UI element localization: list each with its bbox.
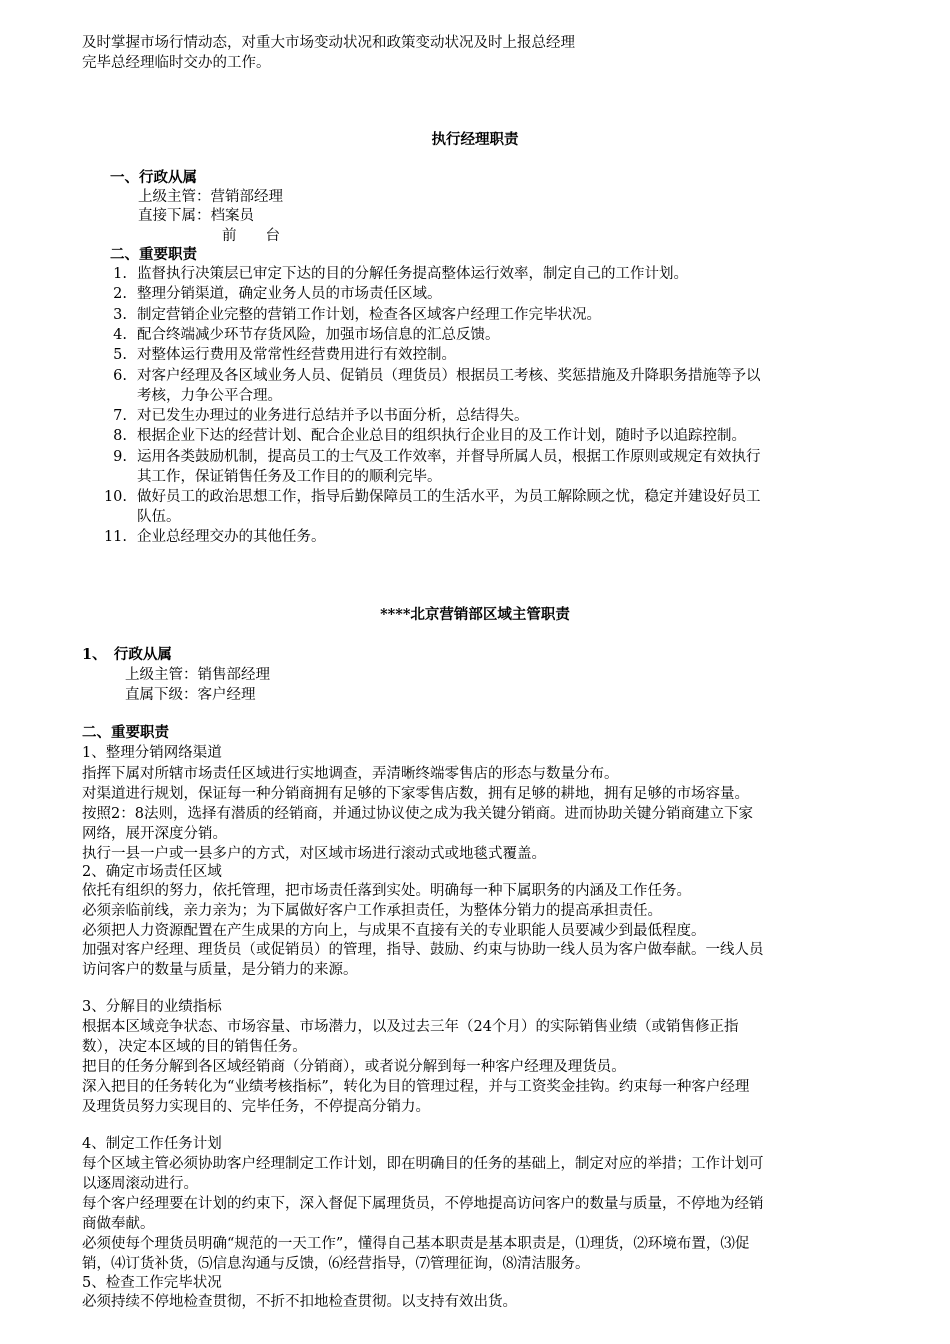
- text-line: 根据本区域竞争状态、市场容量、市场潜力，以及过去三年（24个月）的实际销售业绩（或销售修正指: [82, 1019, 739, 1035]
- text-line: 执行一县一户或一县多户的方式，对区域市场进行滚动式或地毯式覆盖。: [82, 846, 546, 862]
- section-heading: 一、行政从属: [110, 169, 197, 186]
- text-line: 指挥下属对所辖市场责任区域进行实地调查，弄清晰终端零售店的形态与数量分布。: [82, 766, 619, 782]
- subordinate-line: 直接下属：档案员: [138, 208, 254, 224]
- text-line: 依托有组织的努力，依托管理，把市场责任落到实处。明确每一种下属职务的内涵及工作任务。: [82, 883, 691, 899]
- list-item: 9. 运用各类鼓励机制，提高员工的士气及工作效率，并督导所属人员，根据工作原则或规定有效执行: [113, 449, 761, 465]
- list-item: 8. 根据企业下达的经营计划、配合企业总目的组织执行企业目的及工作计划，随时予以追踪控制。: [113, 428, 746, 444]
- text-line: 及理货员努力实现目的、完毕任务，不停提高分销力。: [82, 1099, 430, 1115]
- text-line: 按照2：8法则，选择有潜质的经销商，并通过协议使之成为我关键分销商。进而协助关键分销商建立下家: [82, 806, 753, 822]
- text-line: 对渠道进行规划，保证每一种分销商拥有足够的下家零售店数，拥有足够的耕地，拥有足够的市场容量。: [82, 786, 749, 802]
- section-title: 执行经理职责: [431, 131, 519, 148]
- text-line: 深入把目的任务转化为“业绩考核指标”，转化为目的管理过程，并与工资奖金挂钩。约束每一种客户经理: [82, 1079, 750, 1095]
- list-item: 3. 制定营销企业完整的营销工作计划，检查各区域客户经理工作完毕状况。: [113, 307, 601, 323]
- list-item: 1. 监督执行决策层已审定下达的目的分解任务提高整体运行效率，制定自己的工作计划。: [113, 266, 688, 282]
- text-line: 每个区域主管必须协助客户经理制定工作计划，即在明确目的任务的基础上，制定对应的举措；工作计划可: [82, 1156, 764, 1172]
- text-line: 必须持续不停地检查贯彻，不折不扣地检查贯彻。以支持有效出货。: [82, 1294, 517, 1310]
- text-line: 把目的任务分解到各区域经销商（分销商），或者说分解到每一种客户经理及理货员。: [82, 1059, 626, 1075]
- sub-heading: 4、制定工作任务计划: [82, 1136, 222, 1152]
- list-item: 2. 整理分销渠道，确定业务人员的市场责任区域。: [113, 286, 442, 302]
- list-item: 7. 对已发生办理过的业务进行总结并予以书面分析，总结得失。: [113, 408, 529, 424]
- text-line: 数），决定本区域的目的销售任务。: [82, 1039, 307, 1055]
- list-item-continuation: 其工作，保证销售任务及工作目的的顺利完毕。: [137, 469, 442, 485]
- list-item: 6. 对客户经理及各区域业务人员、促销员（理货员）根据员工考核、奖惩措施及升降职务措施等予以: [113, 368, 761, 384]
- list-item-continuation: 队伍。: [137, 509, 181, 525]
- text-line: 必须把人力资源配置在产生成果的方向上，与成果不直接有关的专业职能人员要减少到最低程度。: [82, 923, 706, 939]
- section-heading: 二、重要职责: [110, 246, 197, 263]
- subordinate-line: 直属下级：客户经理: [125, 687, 256, 703]
- list-item-continuation: 考核，力争公平合理。: [137, 388, 282, 404]
- text-line: 销，⑷订货补货，⑸信息沟通与反馈，⑹经营指导，⑺管理征询，⑻清洁服务。: [82, 1256, 590, 1272]
- section-heading: 二、重要职责: [82, 724, 169, 741]
- subordinate-line: 前 台: [222, 228, 280, 244]
- text-line: 加强对客户经理、理货员（或促销员）的管理，指导、鼓励、约束与协助一线人员为客户做奉献。一线人员: [82, 942, 764, 958]
- text-line: 必须使每个理货员明确“规范的一天工作”，懂得自己基本职责是基本职责是，⑴理货，⑵环境布置，⑶促: [82, 1236, 750, 1252]
- text-line: 访问客户的数量与质量，是分销力的来源。: [82, 962, 358, 978]
- list-item: 5. 对整体运行费用及常常性经营费用进行有效控制。: [113, 347, 456, 363]
- list-item: 10. 做好员工的政治思想工作，指导后勤保障员工的生活水平，为员工解除顾之忧，稳定并建设好员工: [103, 489, 761, 505]
- section-title: ****北京营销部区域主管职责: [380, 606, 570, 623]
- list-item: 4. 配合终端减少环节存货风险，加强市场信息的汇总反馈。: [113, 327, 500, 343]
- intro-line: 完毕总经理临时交办的工作。: [82, 55, 271, 71]
- sub-heading: 1、整理分销网络渠道: [82, 745, 222, 761]
- superior-line: 上级主管：营销部经理: [138, 189, 283, 205]
- section-heading: 1、 行政从属: [82, 646, 172, 663]
- text-line: 每个客户经理要在计划的约束下，深入督促下属理货员，不停地提高访问客户的数量与质量，不停地为经销: [82, 1196, 764, 1212]
- text-line: 商做奉献。: [82, 1216, 155, 1232]
- sub-heading: 3、分解目的业绩指标: [82, 999, 222, 1015]
- text-line: 必须亲临前线，亲力亲为；为下属做好客户工作承担责任，为整体分销力的提高承担责任。: [82, 903, 662, 919]
- intro-line: 及时掌握市场行情动态，对重大市场变动状况和政策变动状况及时上报总经理: [82, 35, 575, 51]
- superior-line: 上级主管：销售部经理: [125, 667, 270, 683]
- text-line: 网络，展开深度分销。: [82, 826, 227, 842]
- text-line: 以逐周滚动进行。: [82, 1176, 198, 1192]
- sub-heading: 5、检查工作完毕状况: [82, 1275, 222, 1291]
- list-item: 11. 企业总经理交办的其他任务。: [103, 529, 326, 545]
- sub-heading: 2、确定市场责任区域: [82, 864, 222, 880]
